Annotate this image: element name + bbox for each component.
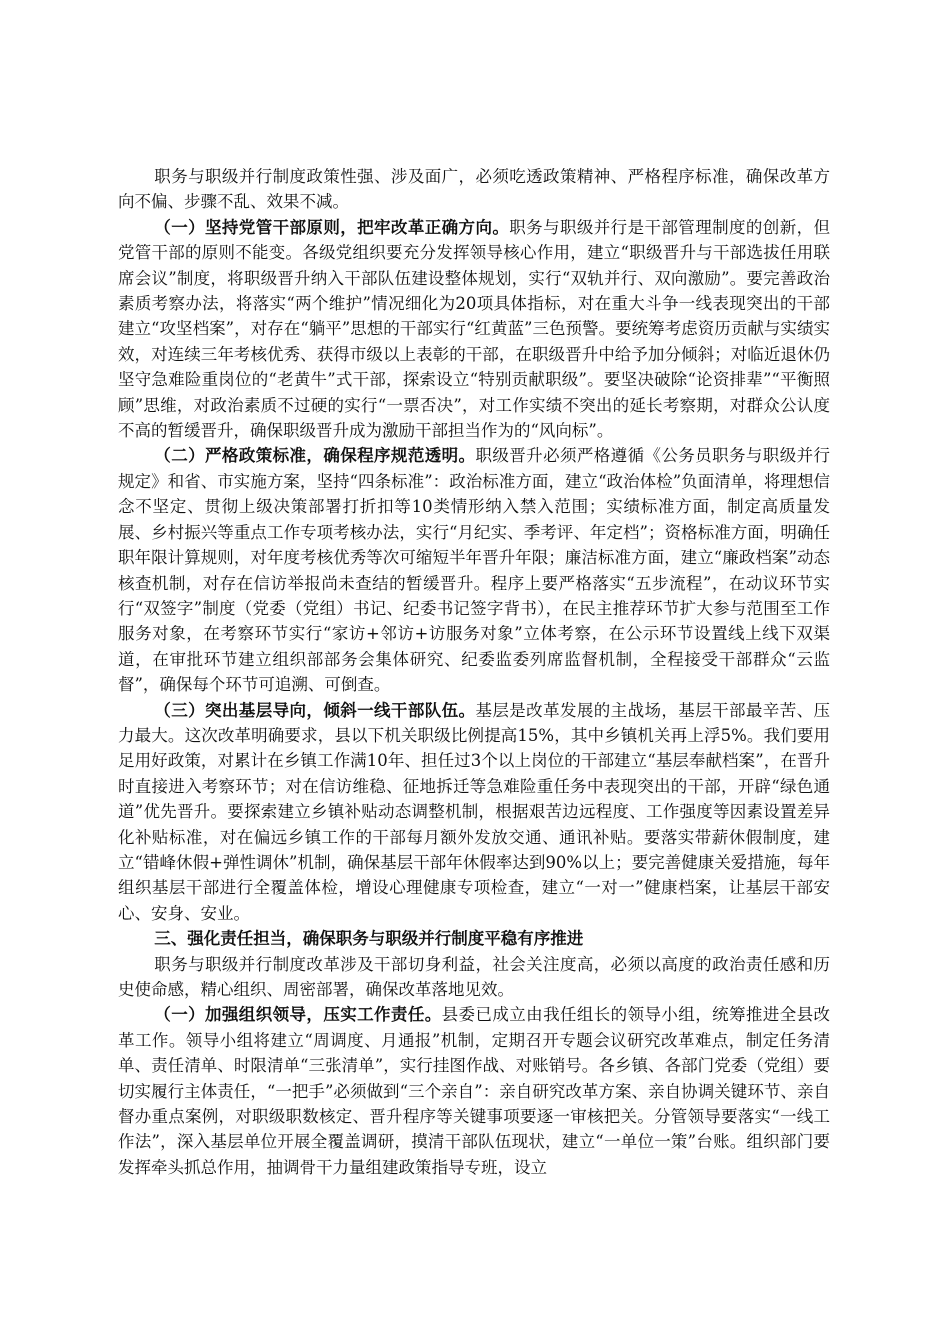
paragraph-party-control <box>118 215 830 444</box>
paragraph-body: 职级晋升必须严格遵循《公务员职务与职级并行规定》和省、市实施方案，坚持“四条标准”：政治标准方面，建立“政治体检”负面清单，将理想信念不坚定、贯彻上级决策部署打折扣等10类情形纳入禁入范围；实绩标准方面，制定高质量发展、乡村振兴等重点工作专项考核办法，实行“月纪实、季考评、年定档”；资格标准方面，明确任职年限计算规则，对年度考核优秀等次可缩短半年晋升年限；廉洁标准方面，建立“廉政档案”动态核查机制，对存在信访举报尚未查结的暂缓晋升。程序上要严格落实“五步流程”，在动议环节实行“双签字”制度（党委（党组）书记、纪委书记签字背书），在民主推荐环节扩大参与范围至工作服务对象，在考察环节实行“家访+邻访+访服务对象”立体考察，在公示环节设置线上线下双渠道，在审批环节建立组织部部务会集体研究、纪委监委列席监督机制，全程接受干部群众“云监督”，确保每个环节可追溯、可倒查。 <box>118 446 831 695</box>
paragraph-heading: （二）严格政策标准，确保程序规范透明。 <box>154 446 476 466</box>
paragraph-policy-standards <box>118 443 830 697</box>
paragraph-heading: （一）坚持党管干部原则，把牢改革正确方向。 <box>154 217 510 237</box>
paragraph-body: 职务与职级并行是干部管理制度的创新，但党管干部的原则不能变。各级党组织要充分发挥领导核心作用，建立“职级晋升与干部选拔任用联席会议”制度，将职级晋升纳入干部队伍建设整体规划，实行“双轨并行、双向激励”。要完善政治素质考察办法，将落实“两个维护”情况细化为20项具体指标，对在重大斗争一线表现突出的干部建立“攻坚档案”，对存在“躺平”思想的干部实行“红黄蓝”三色预警。要统筹考虑资历贡献与实绩实效，对连续三年考核优秀、获得市级以上表彰的干部，在职级晋升中给予加分倾斜；对临近退休仍坚守急难险重岗位的“老黄牛”式干部，探索设立“特别贡献职级”。要坚决破除“论资排辈”“平衡照顾”思维，对政治素质不过硬的实行“一票否决”，对工作实绩不突出的延长考察期，对群众公认度不高的暂缓晋升，确保职级晋升成为激励干部担当作为的“风向标”。 <box>118 217 831 441</box>
paragraph-grassroots-orientation <box>118 698 830 927</box>
intro-paragraph: 职务与职级并行制度政策性强、涉及面广，必须吃透政策精神、严格程序标准，确保改革方向不偏、步骤不乱、效果不减。 <box>118 167 830 212</box>
paragraph-organizational-leadership <box>118 1002 830 1180</box>
paragraph-heading: （一）加强组织领导，压实工作责任。 <box>154 1005 442 1025</box>
section-heading: 三、强化责任担当，确保职务与职级并行制度平稳有序推进 <box>154 929 584 949</box>
document-page <box>118 164 830 1180</box>
section-intro-paragraph: 职务与职级并行制度改革涉及干部切身利益，社会关注度高，必须以高度的政治责任感和历史使命感，精心组织、周密部署，确保改革落地见效。 <box>118 954 830 999</box>
paragraph-body: 县委已成立由我任组长的领导小组，统筹推进全县改革工作。领导小组将建立“周调度、月通报”机制，定期召开专题会议研究改革难点，制定任务清单、责任清单、时限清单“三张清单”，实行挂图作战、对账销号。各乡镇、各部门党委（党组）要切实履行主体责任，“一把手”必须做到“三个亲自”：亲自研究改革方案、亲自协调关键环节、亲自督办重点案例，对职级职数核定、晋升程序等关键事项要逐一审核把关。分管领导要落实“一线工作法”，深入基层单位开展全覆盖调研，摸清干部队伍现状，建立“一单位一策”台账。组织部门要发挥牵头抓总作用，抽调骨干力量组建政策指导专班，设立 <box>118 1005 831 1177</box>
paragraph-heading: （三）突出基层导向，倾斜一线干部队伍。 <box>154 700 476 720</box>
paragraph-body: 基层是改革发展的主战场，基层干部最辛苦、压力最大。这次改革明确要求，县以下机关职级比例提高15%，其中乡镇机关再上浮5%。我们要用足用好政策，对累计在乡镇工作满10年、担任过3个以上岗位的干部建立“基层奉献档案”，在晋升时直接进入考察环节；对在信访维稳、征地拆迁等急难险重任务中表现突出的干部，开辟“绿色通道”优先晋升。要探索建立乡镇补贴动态调整机制，根据艰苦边远程度、工作强度等因素设置差异化补贴标准，对在偏远乡镇工作的干部每月额外发放交通、通讯补贴。要落实带薪休假制度，建立“错峰休假+弹性调休”机制，确保基层干部年休假率达到90%以上；要完善健康关爱措施，每年组织基层干部进行全覆盖体检，增设心理健康专项检查，建立“一对一”健康档案，让基层干部安心、安身、安业。 <box>118 700 831 923</box>
